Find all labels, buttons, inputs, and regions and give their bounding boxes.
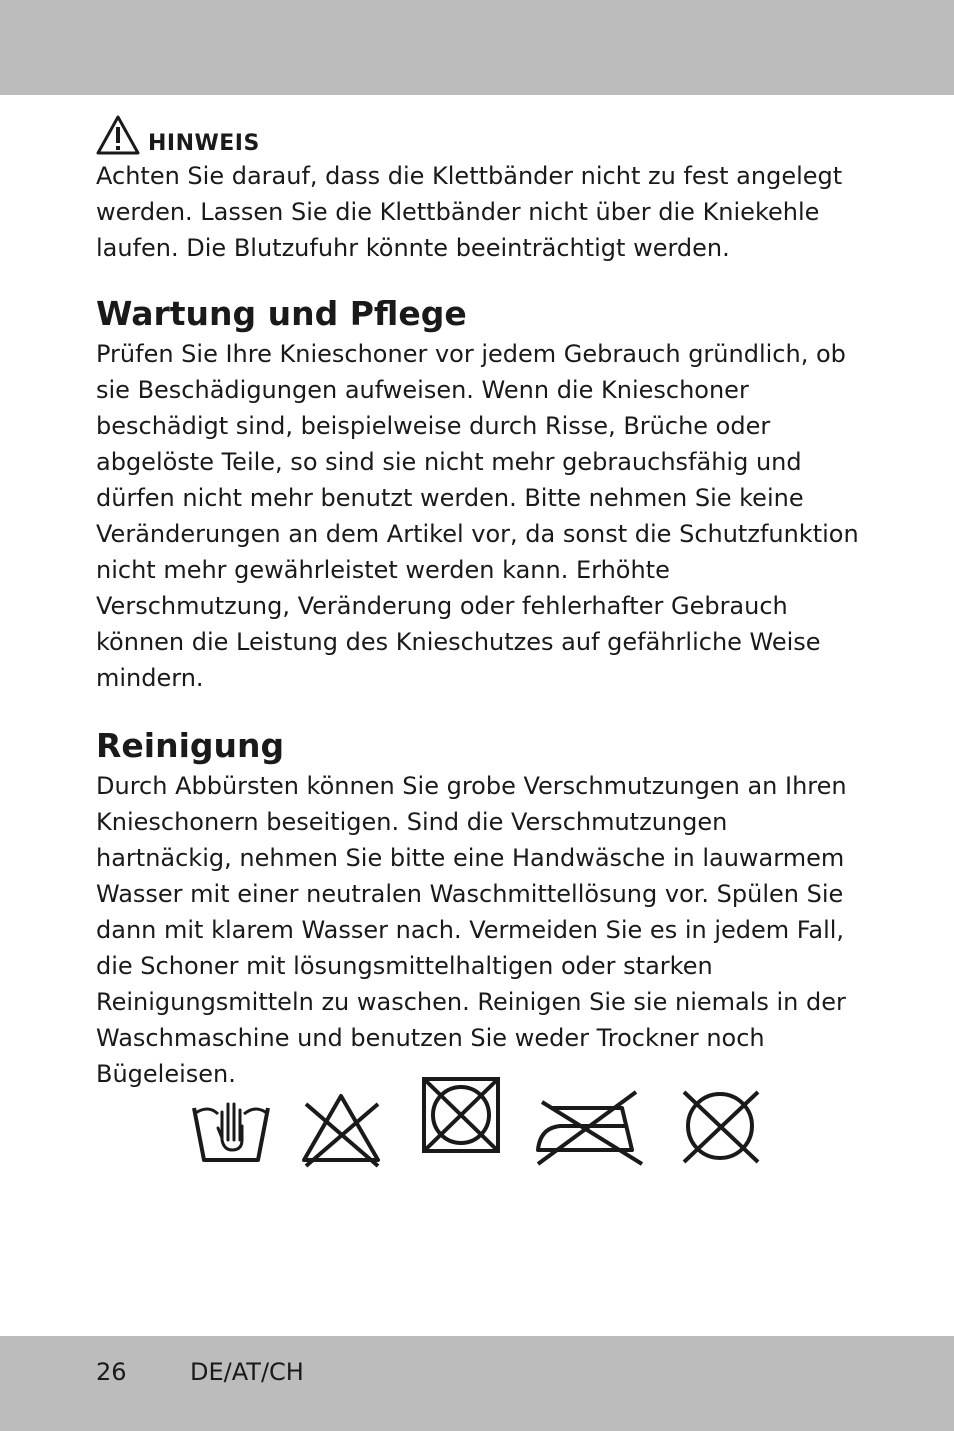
header-bar <box>0 0 954 95</box>
no-bleach-icon <box>298 1088 384 1168</box>
maintenance-heading: Wartung und Pflege <box>96 294 467 333</box>
page-footer <box>96 1354 304 1390</box>
no-tumble-dry-icon <box>418 1076 504 1156</box>
notice-text: Achten Sie darauf, dass die Klettbänder nicht zu fest angelegt werden. Lassen Sie die Klettbänder nicht über die Kniekehle laufen. Die Blutzufuhr könnte beeinträchtigt werden. <box>96 162 843 262</box>
care-symbols <box>180 1070 780 1180</box>
notice-header <box>96 112 866 158</box>
maintenance-text: Prüfen Sie Ihre Knieschoner vor jedem Gebrauch gründlich, ob sie Beschädigungen aufweisen. Wenn die Knieschoner beschädigt sind, beispielweise durch Risse, Brüche oder abgelöste Teile, so sind sie nicht mehr gebrauchsfähig und dürfen nicht mehr benutzt werden. Bitte nehmen Sie keine Veränderungen an dem Artikel vor, da sonst die Schutzfunktion nicht mehr gewährleistet werden kann. Erhöhte Verschmutzung, Veränderung oder fehlerhafter Gebrauch können die Leistung des Knieschutzes auf gefährliche Weise mindern. <box>96 340 859 692</box>
no-dry-clean-icon <box>672 1086 768 1166</box>
hand-wash-icon <box>188 1090 274 1170</box>
region-label: DE/AT/CH <box>190 1358 304 1386</box>
page-number: 26 <box>96 1358 127 1386</box>
cleaning-heading: Reinigung <box>96 726 285 765</box>
warning-icon <box>96 115 140 155</box>
no-iron-icon <box>532 1088 652 1168</box>
page-content <box>96 112 866 1092</box>
notice-title: HINWEIS <box>148 130 260 156</box>
cleaning-text: Durch Abbürsten können Sie grobe Verschmutzungen an Ihren Knieschonern beseitigen. Sind die Verschmutzungen hartnäckig, nehmen Sie bitte eine Handwäsche in lauwarmem Wasser mit einer neutralen Waschmittellösung vor. Spülen Sie dann mit klarem Wasser nach. Vermeiden Sie es in jedem Fall, die Schoner mit lösungsmittelhaltigen oder starken Reinigungsmitteln zu waschen. Reinigen Sie sie niemals in der Waschmaschine und benutzen Sie weder Trockner noch Bügeleisen. <box>96 772 847 1088</box>
